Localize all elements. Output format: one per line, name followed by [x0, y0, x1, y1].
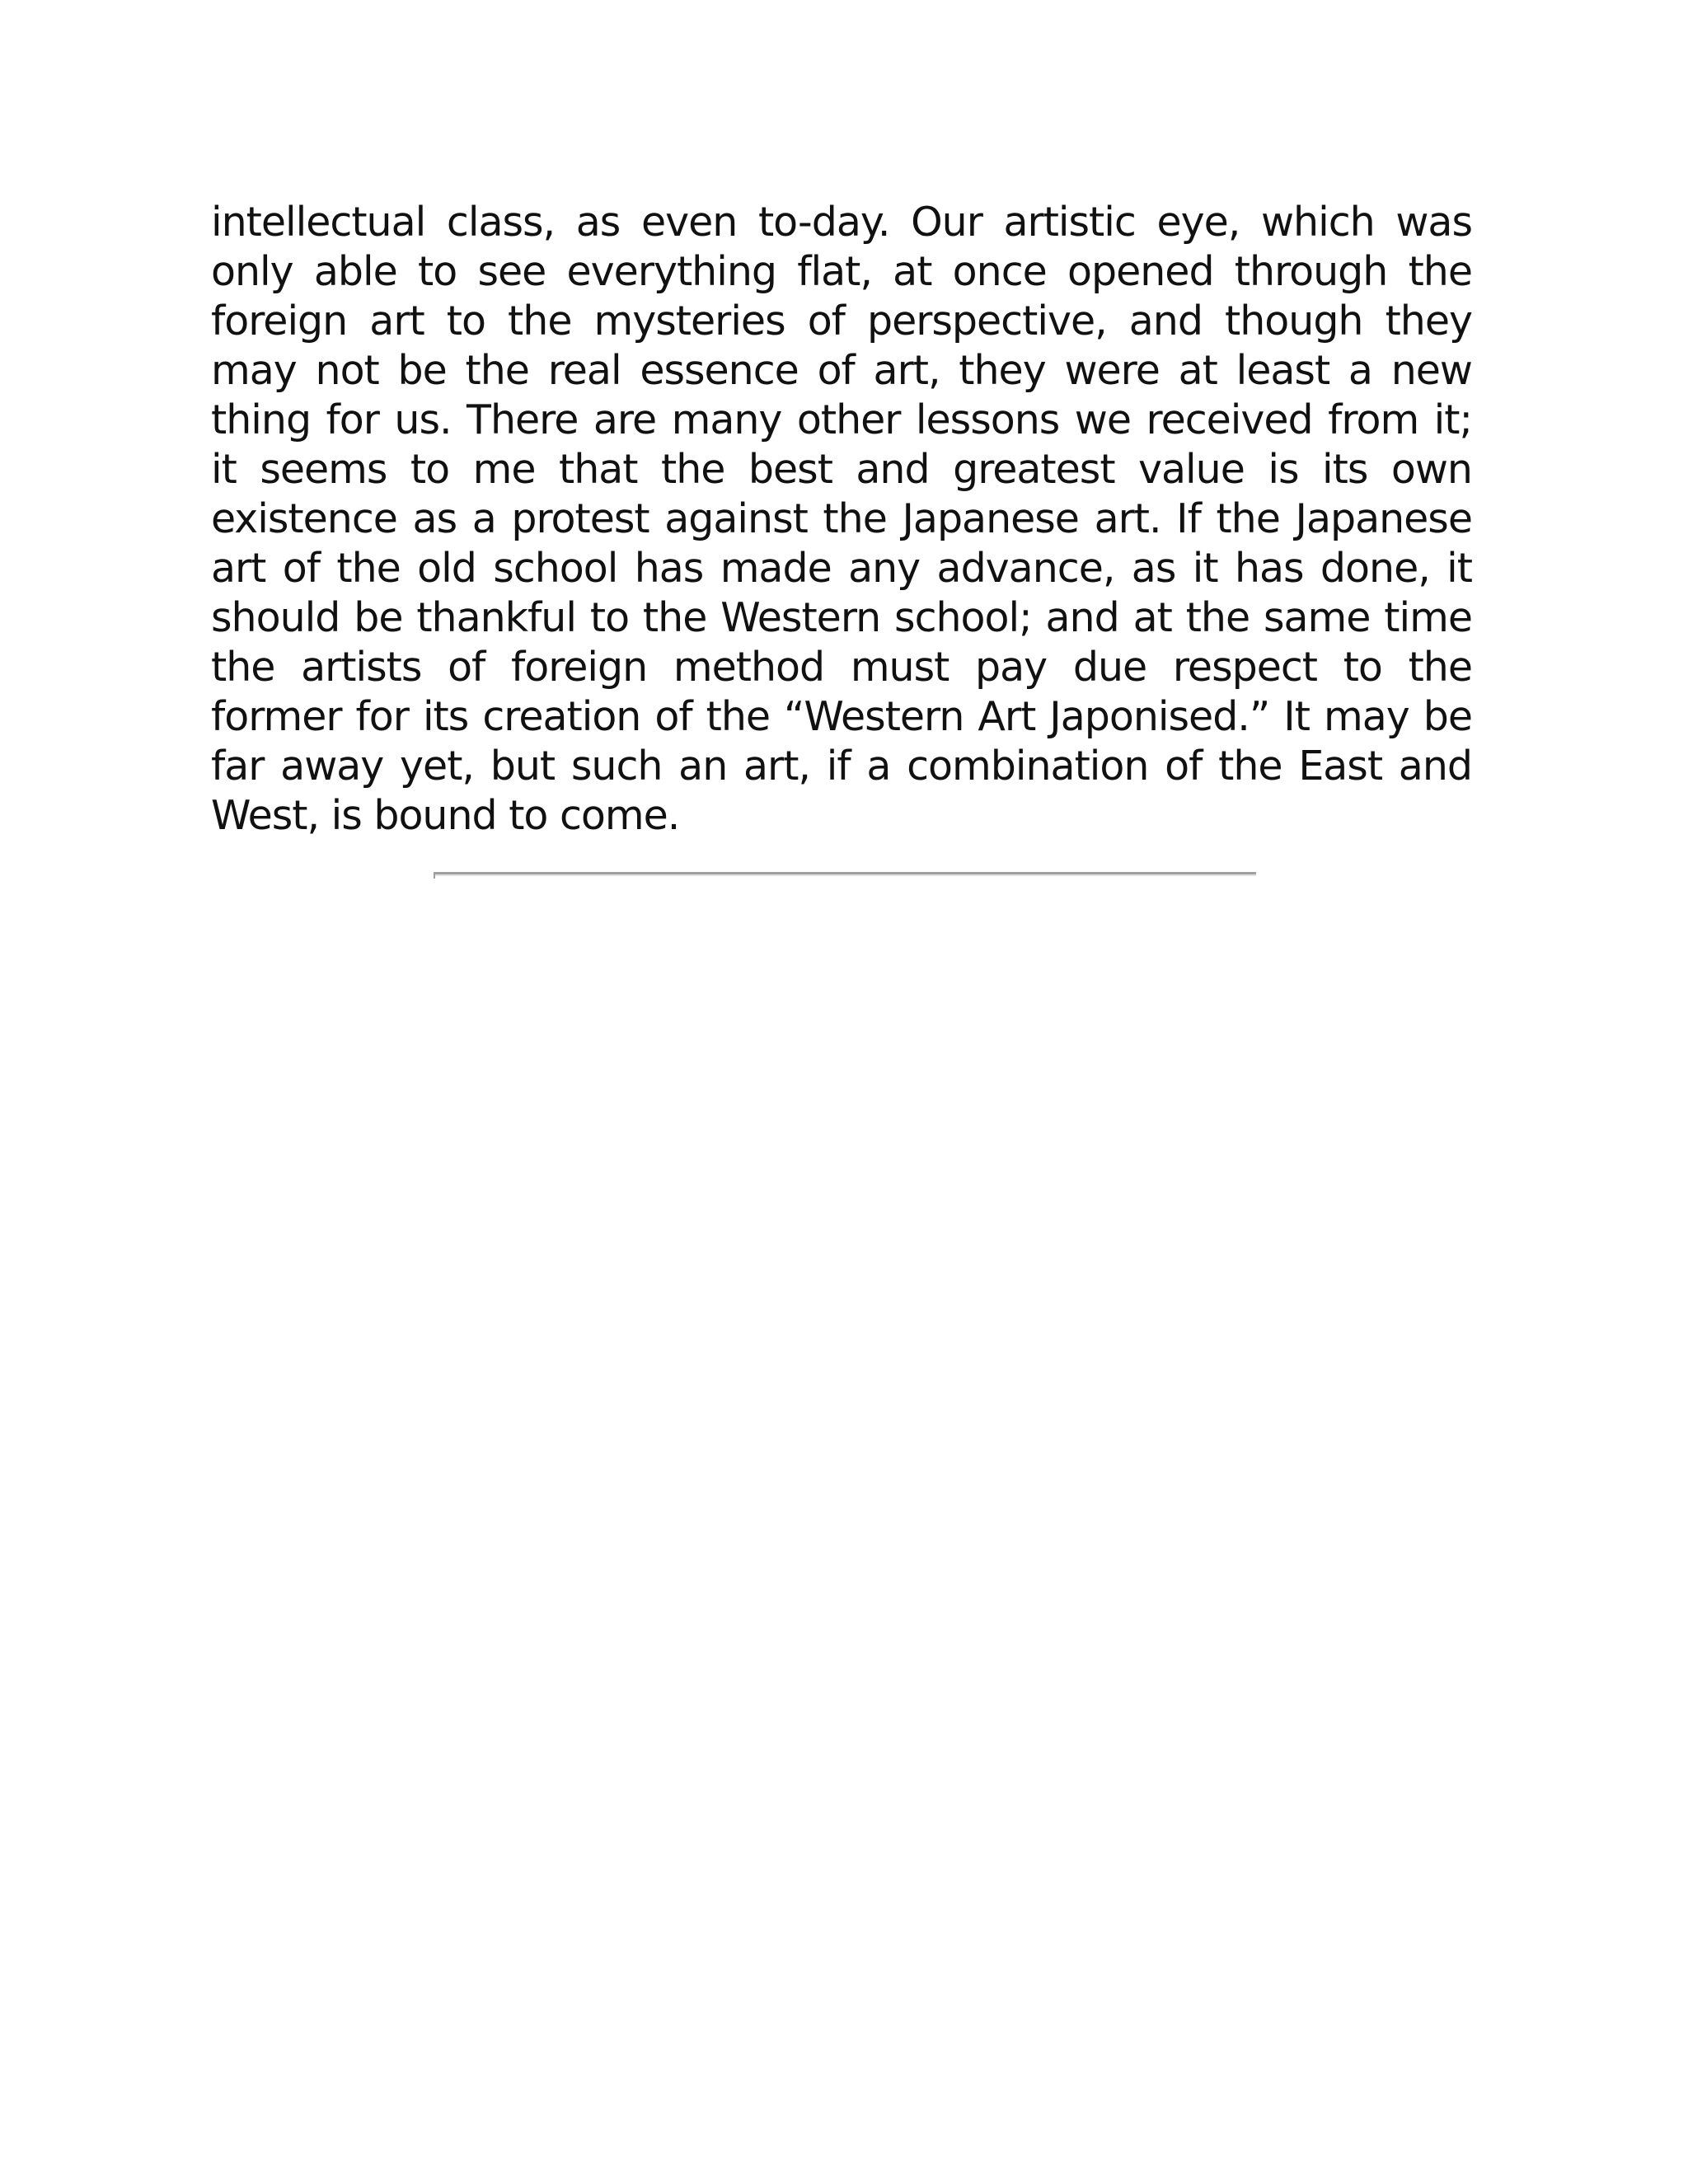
section-divider [434, 872, 1256, 876]
divider-end-tick [434, 872, 435, 879]
body-paragraph: intellectual class, as even to-day. Our artistic eye, which was only able to see everything flat, at once opened through the foreign art to the mysteries of perspective, and though they may not be the real essence of art, they were at least a new thing for us. There are many other lessons we received from it; it seems to me that the best and greatest value is its own existence as a protest against the Japanese art. If the Japanese art of the old school has made any advance, as it has done, it should be thankful to the Western school; and at the same time the artists of foreign method must pay due respect to the former for its creation of the “Western Art Japonised.” It may be far away yet, but such an art, if a combination of the East and West, is bound to come. [211, 199, 1472, 839]
